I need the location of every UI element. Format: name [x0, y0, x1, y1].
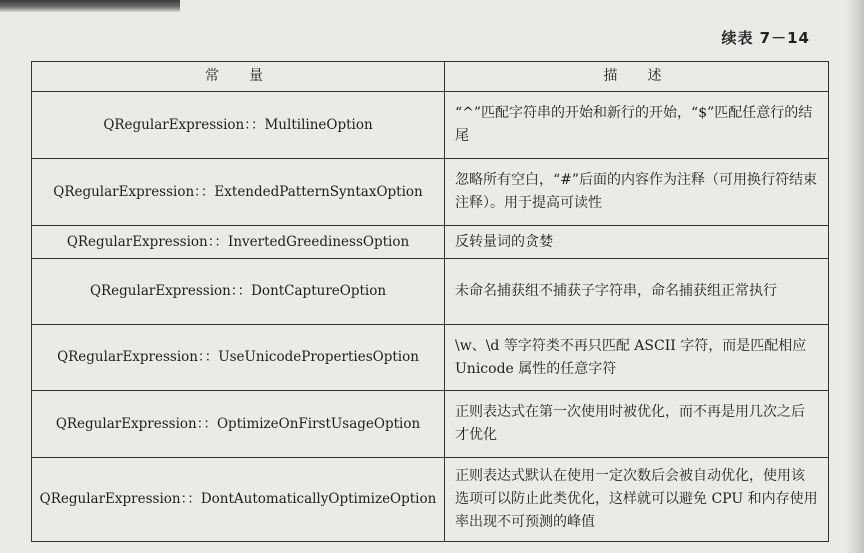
page-top-edge: [0, 0, 180, 12]
constant-cell: QRegularExpression：：MultilineOption: [32, 92, 445, 159]
description-cell: “^”匹配字符串的开始和新行的开始，“$”匹配任意行的结尾: [445, 92, 829, 159]
description-cell: 忽略所有空白，“#”后面的内容作为注释（可用换行符结束注释）。用于提高可读性: [445, 159, 829, 226]
table-row: [32, 226, 829, 259]
table-row: [32, 259, 829, 325]
table-row: [32, 159, 829, 226]
header-row: [32, 62, 829, 92]
description-cell: 未命名捕获组不捕获子字符串，命名捕获组正常执行: [445, 259, 829, 325]
table-row: [32, 325, 829, 391]
table-caption: 续表 7－14: [721, 29, 810, 47]
description-cell: 正则表达式在第一次使用时被优化，而不再是用几次之后才优化: [445, 391, 829, 458]
description-cell: 正则表达式默认在使用一定次数后会被自动优化，使用该选项可以防止此类优化，这样就可以避免 CPU 和内存使用率出现不可预测的峰值: [445, 458, 829, 542]
constant-cell: QRegularExpression：：DontCaptureOption: [32, 259, 445, 325]
options-table: [31, 61, 829, 542]
description-cell: \w、\d 等字符类不再只匹配 ASCII 字符，而是匹配相应 Unicode 属性的任意字符: [445, 325, 829, 391]
constant-cell: QRegularExpression：：InvertedGreedinessOption: [32, 226, 445, 259]
constant-cell: QRegularExpression：：OptimizeOnFirstUsageOption: [32, 391, 445, 458]
description-cell: 反转量词的贪婪: [445, 226, 829, 259]
page-right-shadow: [846, 0, 864, 553]
table-row: [32, 391, 829, 458]
constant-cell: QRegularExpression：：UseUnicodePropertiesOption: [32, 325, 445, 391]
header-constant: 常 量: [32, 62, 445, 92]
header-description: 描 述: [445, 62, 829, 92]
table-row: [32, 92, 829, 159]
constant-cell: QRegularExpression：：ExtendedPatternSyntaxOption: [32, 159, 445, 226]
table-row: [32, 458, 829, 542]
constant-cell: QRegularExpression：：DontAutomaticallyOptimizeOption: [32, 458, 445, 542]
